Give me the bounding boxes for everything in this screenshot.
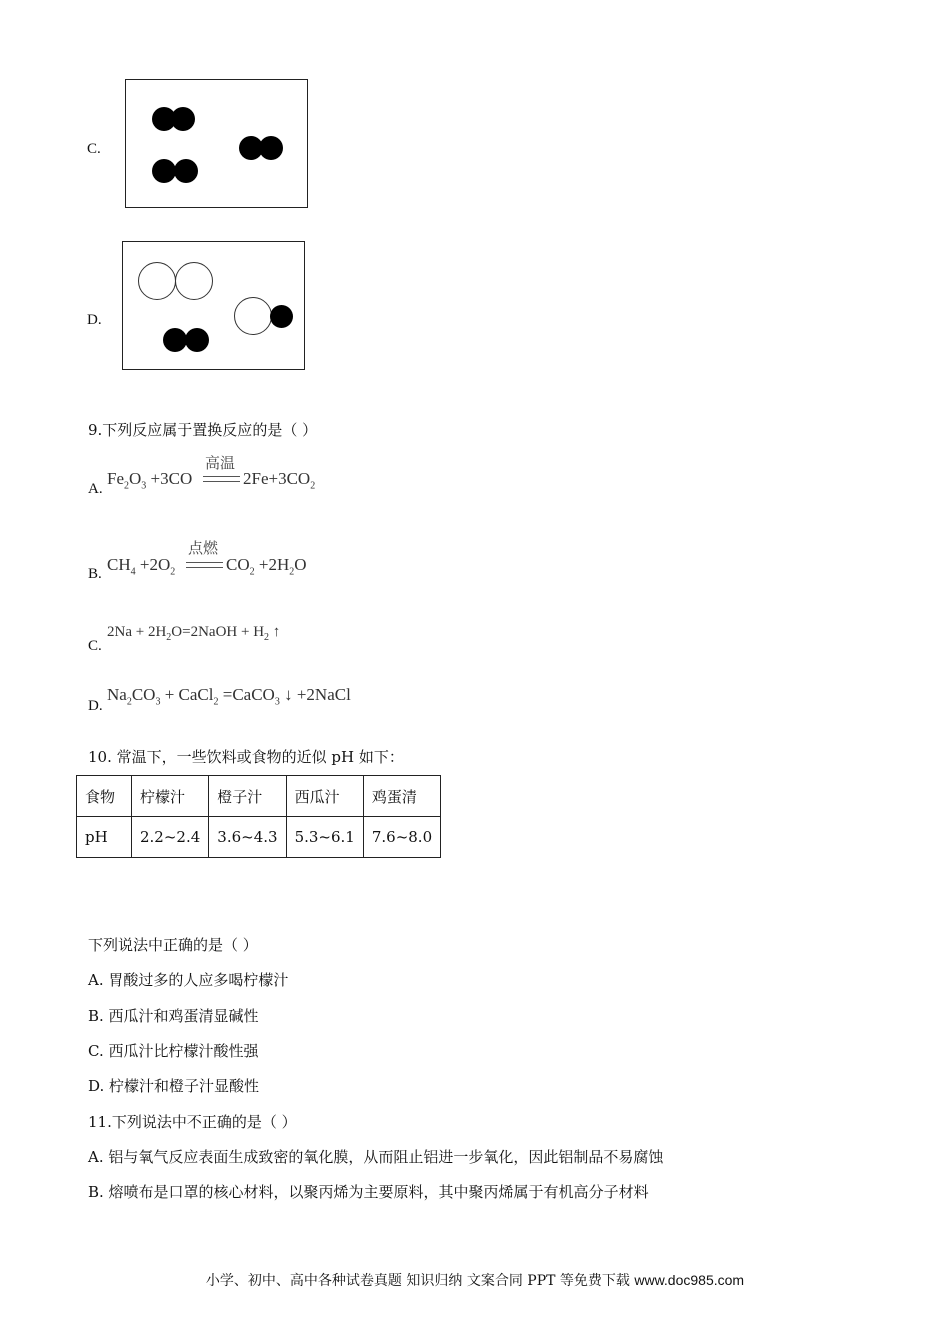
- q9-option-a-lhs: $Fe_2O_3 +3CO$: [107, 469, 193, 492]
- molecule-diagram-d: [122, 241, 305, 370]
- option-c-label: C.: [87, 141, 101, 157]
- q9-option-c-label: C.: [88, 638, 102, 654]
- q9-option-a-condition: 高温: [205, 454, 236, 472]
- q9-option-b-rhs: $CO_2 +2H_2O$: [226, 555, 307, 578]
- ph-table: [76, 775, 441, 858]
- table-cell: 柠檬汁: [132, 776, 209, 817]
- equals-sign: [186, 562, 223, 568]
- q9-option-d-label: D.: [88, 698, 103, 714]
- question-9-stem: 9.下列反应属于置换反应的是（ ）: [88, 421, 318, 439]
- white-atom: [175, 262, 213, 300]
- table-cell: 橙子汁: [209, 776, 286, 817]
- table-cell: 7.6~8.0: [363, 817, 440, 858]
- black-atom: [152, 159, 176, 183]
- table-cell: 3.6~4.3: [209, 817, 286, 858]
- q9-option-b-condition: 点燃: [188, 539, 219, 557]
- q10-option-d: D. 柠檬汁和橙子汁显酸性: [88, 1077, 260, 1095]
- question-10-question: 下列说法中正确的是（ ）: [88, 936, 258, 954]
- q9-option-c-equation: $2Na + 2H_2O=2NaOH + H_2$ ↑: [107, 624, 281, 643]
- table-cell: 2.2~2.4: [132, 817, 209, 858]
- white-atom: [138, 262, 176, 300]
- q9-option-a-label: A.: [88, 481, 103, 497]
- question-11-stem: 11.下列说法中不正确的是（ ）: [88, 1113, 297, 1131]
- q9-option-b-lhs: $CH_4 +2O_2$: [107, 555, 176, 578]
- q11-option-a: A. 铝与氧气反应表面生成致密的氧化膜，从而阻止铝进一步氧化，因此铝制品不易腐蚀: [88, 1148, 664, 1166]
- q10-option-a: A. 胃酸过多的人应多喝柠檬汁: [88, 971, 289, 989]
- page-footer: [0, 1270, 950, 1290]
- option-d-label: D.: [87, 312, 102, 328]
- table-cell: pH: [77, 817, 132, 858]
- q11-option-b: B. 熔喷布是口罩的核心材料，以聚丙烯为主要原料，其中聚丙烯属于有机高分子材料: [88, 1183, 649, 1201]
- q9-option-b-label: B.: [88, 566, 102, 582]
- black-atom: [171, 107, 195, 131]
- table-row: [77, 817, 441, 858]
- table-cell: 5.3~6.1: [286, 817, 363, 858]
- table-cell: 西瓜汁: [286, 776, 363, 817]
- white-atom: [234, 297, 272, 335]
- question-10-stem: 10. 常温下，一些饮料或食物的近似 pH 如下：: [88, 748, 404, 766]
- black-atom: [163, 328, 187, 352]
- black-atom: [185, 328, 209, 352]
- q10-option-c: C. 西瓜汁比柠檬汁酸性强: [88, 1042, 259, 1060]
- table-cell: 食物: [77, 776, 132, 817]
- black-atom: [259, 136, 283, 160]
- molecule-diagram-c: [125, 79, 308, 208]
- table-cell: 鸡蛋清: [363, 776, 440, 817]
- q10-option-b: B. 西瓜汁和鸡蛋清显碱性: [88, 1007, 259, 1025]
- table-header-row: [77, 776, 441, 817]
- footer-url[interactable]: www.doc985.com: [634, 1272, 745, 1288]
- equals-sign: [203, 476, 240, 482]
- black-atom: [174, 159, 198, 183]
- black-atom: [270, 305, 293, 328]
- q9-option-a-rhs: $2Fe+3CO_2$: [243, 469, 316, 492]
- footer-text: 小学、初中、高中各种试卷真题 知识归纳 文案合同 PPT 等免费下载: [205, 1273, 630, 1289]
- q9-option-d-equation: $Na_2CO_3$ + CaCl$_2$ =CaCO$_3$ ↓ +2NaCl: [107, 685, 351, 708]
